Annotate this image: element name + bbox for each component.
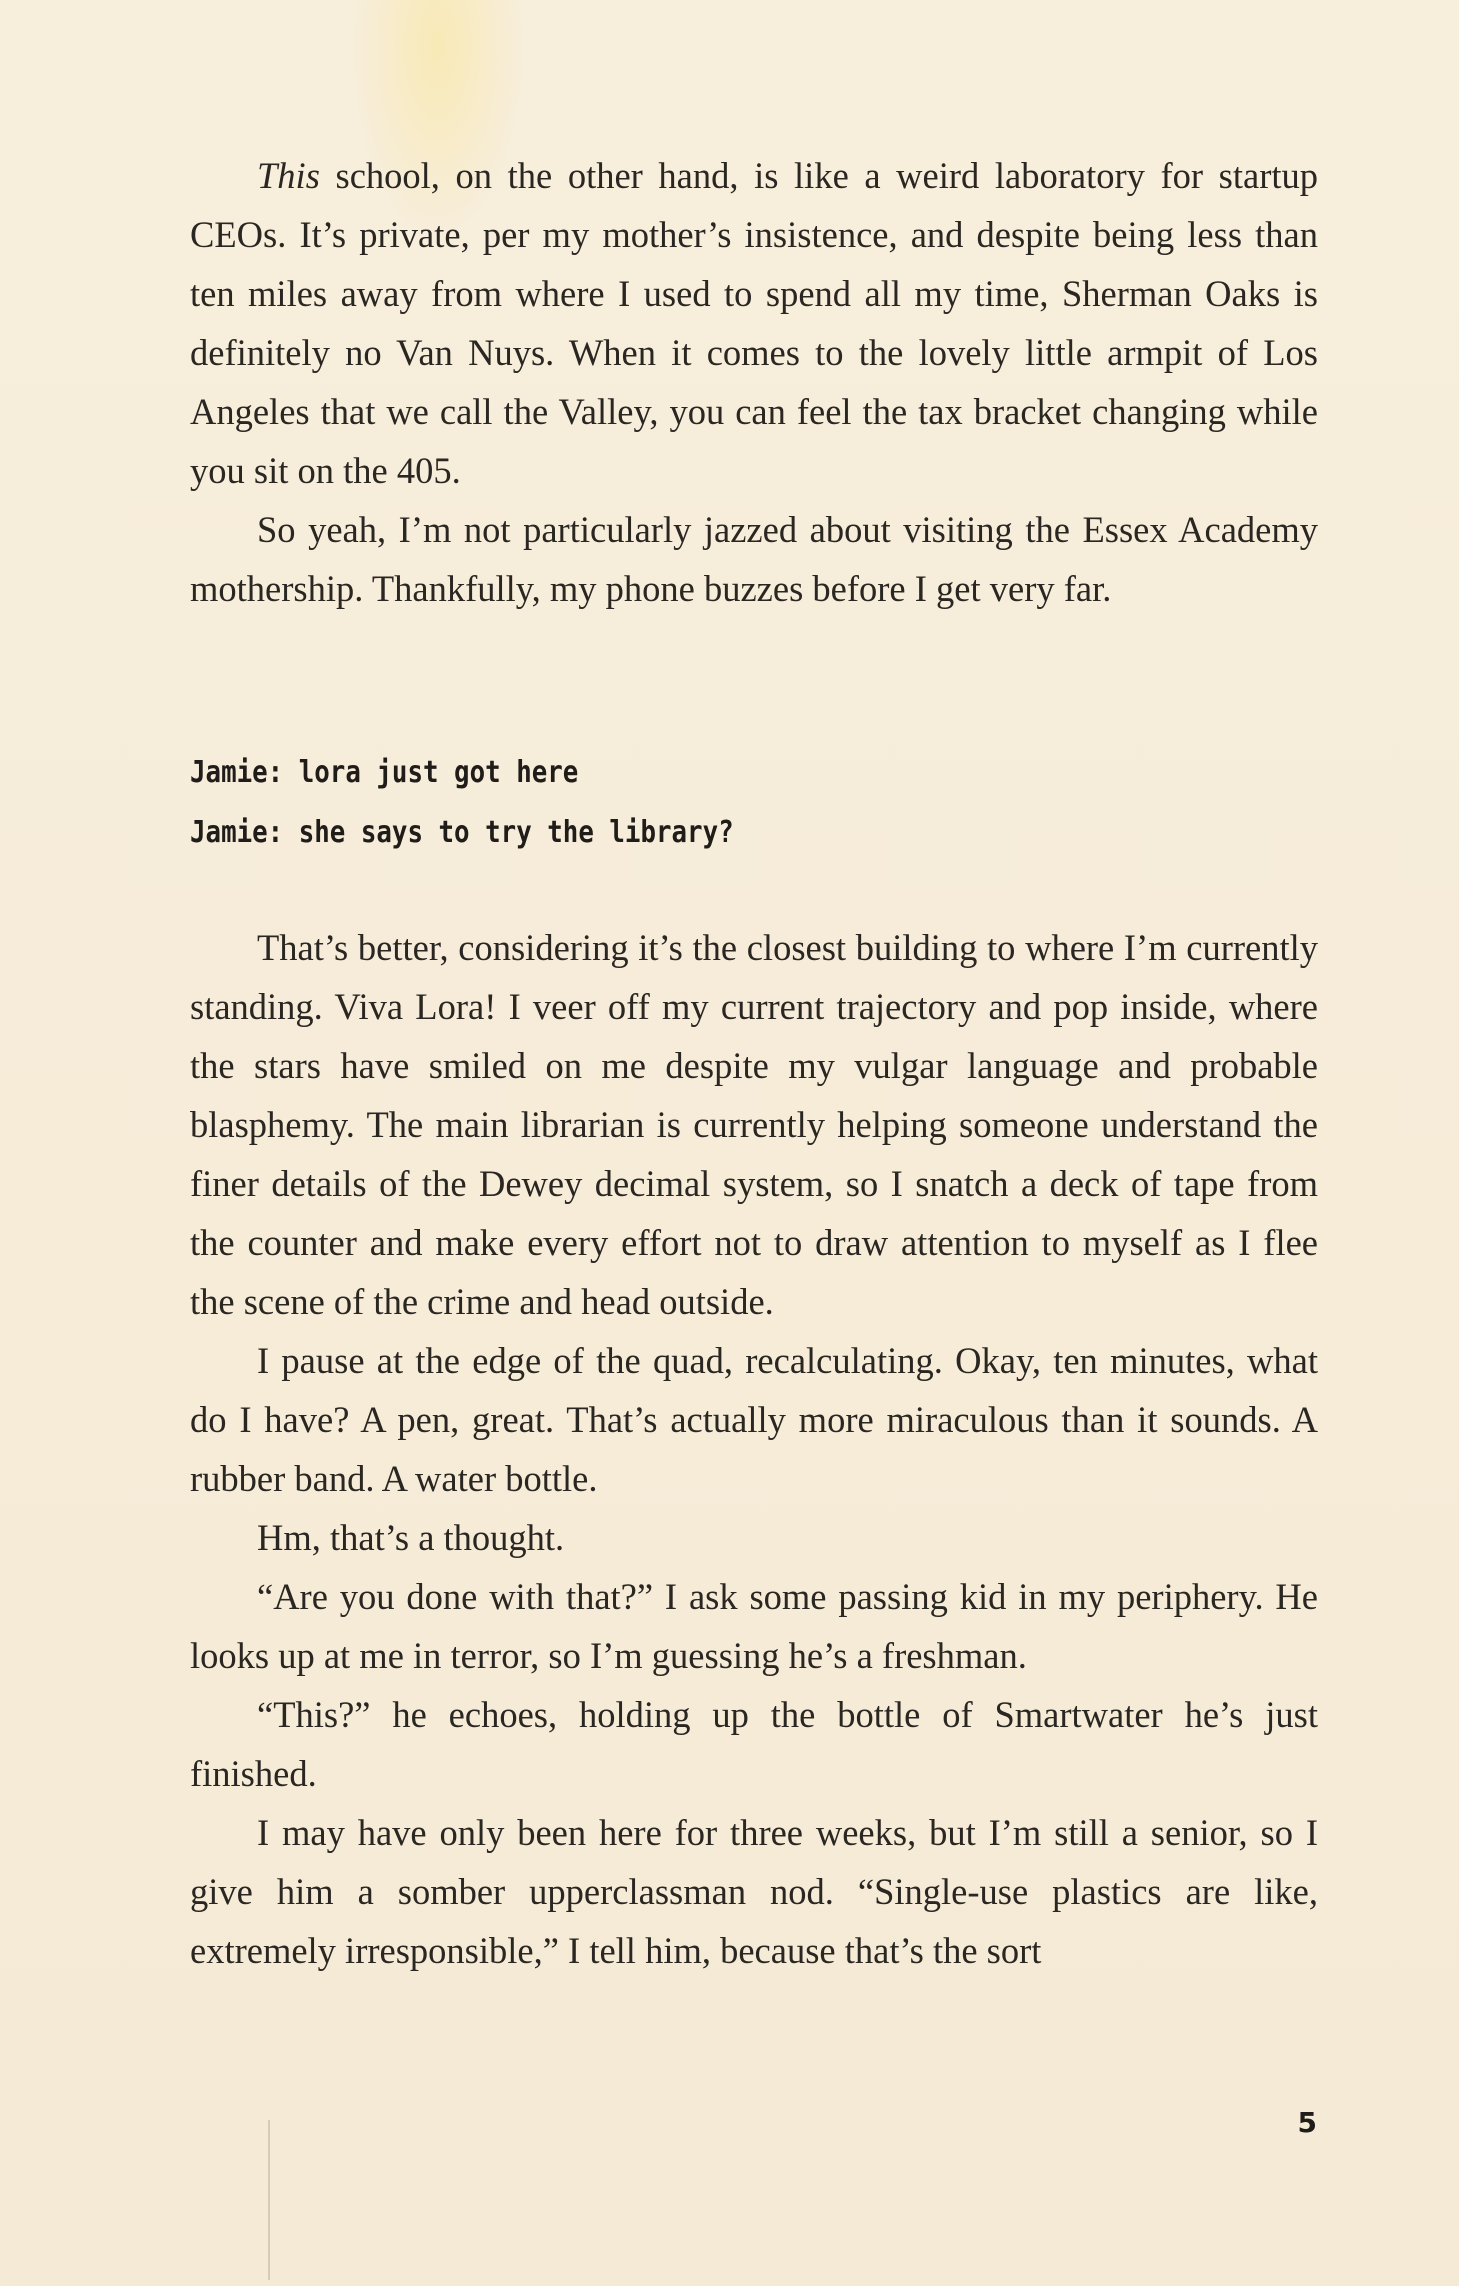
paragraph-text: school, on the other hand, is like a weird laboratory for startup CEOs. It’s private, per my mother’s insistence, and despite being less than ten miles away from where I used to spend all my time, Sherman Oaks is definitely no Van Nuys. When it comes to the lovely little armpit of Los Angeles that we call the Valley, you can feel the tax bracket changing while you sit on the 405.: [190, 155, 1318, 491]
paragraph: I may have only been here for three weeks, but I’m still a senior, so I give him a somber upperclassman nod. “Single-use plastics are like, extremely irresponsible,” I tell him, because that’s the sort: [190, 1812, 1318, 1971]
paragraph: [190, 146, 1318, 500]
text-message: Jamie: lora just got here: [190, 755, 579, 790]
italic-lead: This: [257, 155, 320, 196]
page-gutter-line: [268, 2120, 270, 2280]
text-message-thread: [190, 743, 734, 863]
page-number: 5: [1297, 2106, 1317, 2139]
paragraph: So yeah, I’m not particularly jazzed about visiting the Essex Academy mothership. Thankfully, my phone buzzes before I get very far.: [190, 509, 1318, 609]
paragraph: I pause at the edge of the quad, recalculating. Okay, ten minutes, what do I have? A pen, great. That’s actually more miraculous than it sounds. A rubber band. A water bottle.: [190, 1340, 1318, 1499]
paragraph: That’s better, considering it’s the closest building to where I’m currently standing. Viva Lora! I veer off my current trajectory and pop inside, where the stars have smiled on me despite my vulgar language and probable blasphemy. The main librarian is currently helping someone understand the finer details of the Dewey decimal system, so I snatch a deck of tape from the counter and make every effort not to draw attention to myself as I flee the scene of the crime and head outside.: [190, 927, 1318, 1322]
text-block-top: [190, 146, 1318, 618]
text-block-bottom: [190, 918, 1318, 1980]
paragraph: “Are you done with that?” I ask some passing kid in my periphery. He looks up at me in terror, so I’m guessing he’s a freshman.: [190, 1576, 1318, 1676]
paragraph: “This?” he echoes, holding up the bottle of Smartwater he’s just finished.: [190, 1694, 1318, 1794]
paragraph: Hm, that’s a thought.: [257, 1517, 565, 1558]
text-message: Jamie: she says to try the library?: [190, 815, 734, 850]
